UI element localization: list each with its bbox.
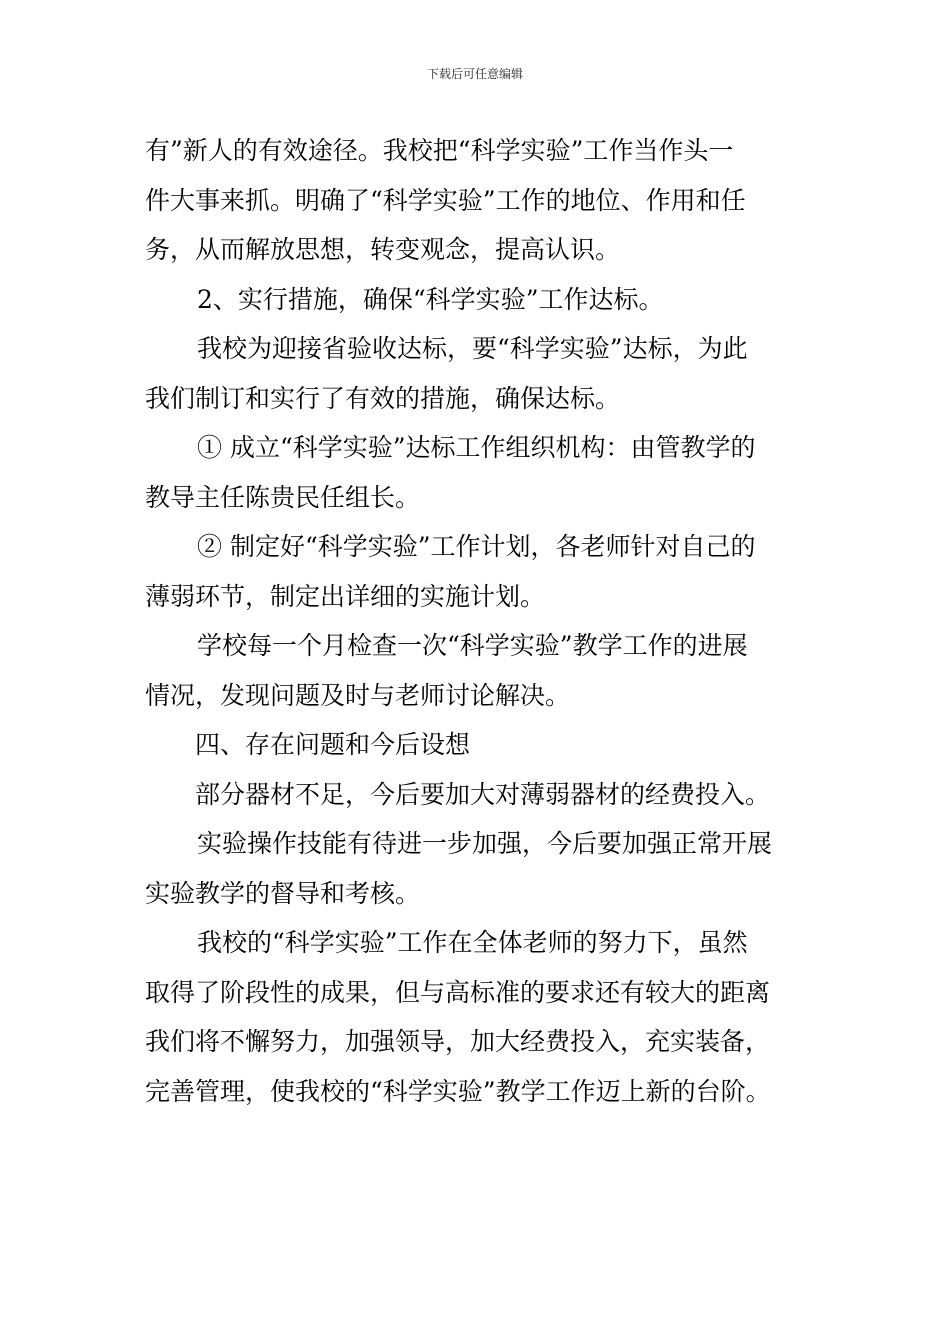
text-line-8: 教导主任陈贵民任组长。 xyxy=(145,482,421,512)
text-line-15: 实验操作技能有待进一步加强，今后要加强正常开展 xyxy=(197,829,773,858)
text-line-9: ② 制定好“科学实验”工作计划，各老师针对自己的 xyxy=(197,532,756,561)
document-body xyxy=(145,126,807,1116)
text-line-10: 薄弱环节，制定出详细的实施计划。 xyxy=(145,581,546,611)
text-line-17: 我校的“科学实验”工作在全体老师的努力下，虽然 xyxy=(197,928,748,957)
text-line-20: 完善管理，使我校的“科学实验”教学工作迈上新的台阶。 xyxy=(145,1076,771,1106)
text-line-13: 四、存在问题和今后设想 xyxy=(195,730,471,759)
text-line-16: 实验教学的督导和考核。 xyxy=(145,878,421,908)
text-line-14: 部分器材不足，今后要加大对薄弱器材的经费投入。 xyxy=(195,779,771,809)
text-line-7: ① 成立“科学实验”达标工作组织机构：由管教学的 xyxy=(197,433,756,462)
text-line-2: 件大事来抓。明确了“科学实验”工作的地位、作用和任 xyxy=(145,185,746,215)
text-line-12: 情况，发现问题及时与老师讨论解决。 xyxy=(145,680,571,710)
text-line-5: 我校为迎接省验收达标，要“科学实验”达标，为此 xyxy=(197,334,748,363)
text-line-18: 取得了阶段性的成果，但与高标准的要求还有较大的距离 xyxy=(145,977,771,1007)
text-line-4: 2、实行措施，确保“科学实验”工作达标。 xyxy=(197,284,664,314)
page-header: 下载后可任意编辑 xyxy=(426,67,523,81)
text-line-3: 务，从而解放思想，转变观念，提高认识。 xyxy=(145,235,621,264)
text-line-1: 有”新人的有效途径。我校把“科学实验”工作当作头一 xyxy=(145,136,734,165)
text-line-11: 学校每一个月检查一次“科学实验”教学工作的进展 xyxy=(197,631,748,660)
text-line-6: 我们制订和实行了有效的措施，确保达标。 xyxy=(145,383,621,413)
text-line-19: 我们将不懈努力，加强领导，加大经费投入，充实装备， xyxy=(145,1027,771,1056)
